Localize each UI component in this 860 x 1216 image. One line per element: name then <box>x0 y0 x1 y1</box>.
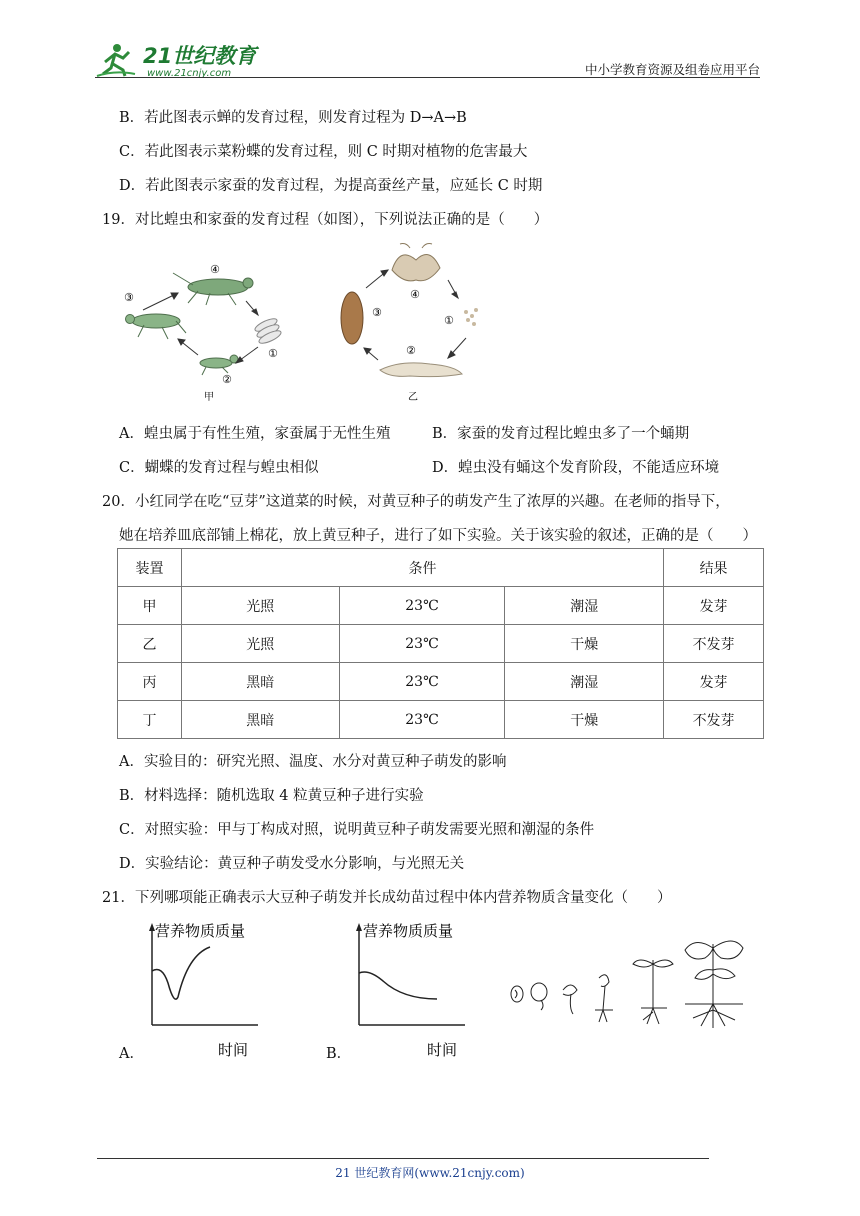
table-cell: 干燥 <box>505 625 664 663</box>
silkworm-cycle-figure <box>330 240 500 405</box>
q19-option-a: A．蝗虫属于有性生殖，家蚕属于无性生殖 <box>119 426 391 442</box>
table-cell: 不发芽 <box>664 625 764 663</box>
q18-option-d: D．若此图表示家蚕的发育过程，为提高蚕丝产量，应延长 C 时期 <box>119 178 543 194</box>
small-nymph-icon <box>200 355 238 375</box>
q19-stem: 19．对比蝗虫和家蚕的发育过程（如图），下列说法正确的是（ ） <box>102 212 549 228</box>
q18-option-b: B．若此图表示蝉的发育过程，则发育过程为 D→A→B <box>119 110 467 126</box>
footer-divider <box>97 1158 709 1159</box>
q20-stem-line1: 20．小红同学在吃“豆芽”这道菜的时候，对黄豆种子的萌发产生了浓厚的兴趣。在老师的指导下， <box>102 494 730 510</box>
label-3: ③ <box>372 306 382 319</box>
label-1: ① <box>444 314 454 327</box>
young-seedling-icon <box>633 960 673 1024</box>
seed-icon <box>511 986 523 1002</box>
graph-b-xlabel: 时间 <box>427 1041 458 1059</box>
label-2: ② <box>222 373 232 386</box>
label-3: ③ <box>124 291 134 304</box>
footer-site-text: 21 世纪教育网(www.21cnjy.com) <box>335 1166 525 1180</box>
q18-option-c: C．若此图表示菜粉蝶的发育过程，则 C 时期对植物的危害最大 <box>119 144 528 160</box>
runner-logo-icon <box>97 44 135 76</box>
table-cell: 23℃ <box>339 625 505 663</box>
table-row <box>118 625 764 663</box>
table-cell: 潮湿 <box>505 587 664 625</box>
table-cell: 丁 <box>118 701 182 739</box>
locust-eggs-icon <box>253 316 282 345</box>
q19-option-c: C．蝴蝶的发育过程与蝗虫相似 <box>119 460 319 476</box>
table-cell: 干燥 <box>505 701 664 739</box>
q21-option-a: A． <box>119 1046 144 1062</box>
graph-a <box>140 915 270 1060</box>
silkworm-larva-icon <box>380 363 462 377</box>
q21-stem: 21．下列哪项能正确表示大豆种子萌发并长成幼苗过程中体内营养物质含量变化（ ） <box>102 890 672 906</box>
table-cell: 发芽 <box>664 663 764 701</box>
table-cell: 23℃ <box>339 701 505 739</box>
logo-sub-text: www.21cnjy.com <box>147 68 232 79</box>
table-cell: 光照 <box>181 625 339 663</box>
locust-fig-label: 甲 <box>204 392 214 403</box>
table-row <box>118 663 764 701</box>
table-cell: 23℃ <box>339 663 505 701</box>
table-cell: 不发芽 <box>664 701 764 739</box>
q20-option-c: C．对照实验：甲与丁构成对照，说明黄豆种子萌发需要光照和潮湿的条件 <box>119 822 595 838</box>
table-cell: 黑暗 <box>181 663 339 701</box>
q20-stem-line2: 她在培养皿底部铺上棉花，放上黄豆种子，进行了如下实验。关于该实验的叙述，正确的是（ ） <box>119 528 757 544</box>
label-4: ④ <box>410 288 420 301</box>
germinating-seed-icon <box>531 983 547 1010</box>
header-cell: 结果 <box>664 549 764 587</box>
locust-cycle-figure <box>118 255 298 405</box>
table-cell: 甲 <box>118 587 182 625</box>
hooked-sprout-icon <box>595 975 613 1022</box>
grown-seedling-icon <box>685 941 743 1028</box>
table-row <box>118 587 764 625</box>
q19-option-d: D．蝗虫没有蛹这个发育阶段，不能适应环境 <box>432 460 720 476</box>
label-4: ④ <box>210 263 220 276</box>
header-platform-text: 中小学教育资源及组卷应用平台 <box>584 62 760 77</box>
silkworm-fig-label: 乙 <box>408 392 418 403</box>
table-row <box>118 701 764 739</box>
graph-a-curve <box>152 947 210 999</box>
silkmoth-icon <box>392 244 440 281</box>
header-divider <box>95 77 760 78</box>
table-cell: 23℃ <box>339 587 505 625</box>
table-cell: 发芽 <box>664 587 764 625</box>
q21-option-b: B． <box>326 1046 352 1062</box>
q20-option-a: A．实验目的：研究光照、温度、水分对黄豆种子萌发的影响 <box>119 754 507 770</box>
graph-a-ylabel: 营养物质质量 <box>155 922 246 940</box>
silkworm-eggs-icon <box>464 308 478 326</box>
table-cell: 乙 <box>118 625 182 663</box>
sprout-icon <box>563 985 577 1014</box>
silkworm-pupa-icon <box>341 292 363 344</box>
header-cell: 条件 <box>181 549 663 587</box>
large-nymph-icon <box>126 314 187 339</box>
logo-main-text: 21世纪教育 <box>143 44 257 68</box>
graph-b-ylabel: 营养物质质量 <box>363 922 454 940</box>
table-cell: 潮湿 <box>505 663 664 701</box>
q20-option-d: D．实验结论：黄豆种子萌发受水分影响，与光照无关 <box>119 856 465 872</box>
header-cell: 装置 <box>118 549 182 587</box>
adult-locust-icon <box>173 273 253 305</box>
graph-b <box>345 915 475 1060</box>
table-cell: 丙 <box>118 663 182 701</box>
label-1: ① <box>268 347 278 360</box>
table-cell: 黑暗 <box>181 701 339 739</box>
graph-a-xlabel: 时间 <box>218 1041 249 1059</box>
label-2: ② <box>406 344 416 357</box>
graph-b-curve <box>359 972 437 999</box>
table-cell: 光照 <box>181 587 339 625</box>
q20-option-b: B．材料选择：随机选取 4 粒黄豆种子进行实验 <box>119 788 424 804</box>
table-header-row <box>118 549 764 587</box>
experiment-table <box>117 548 764 739</box>
seedling-growth-figure <box>505 930 765 1030</box>
q19-option-b: B．家蚕的发育过程比蝗虫多了一个蛹期 <box>432 426 690 442</box>
site-logo <box>95 40 285 80</box>
